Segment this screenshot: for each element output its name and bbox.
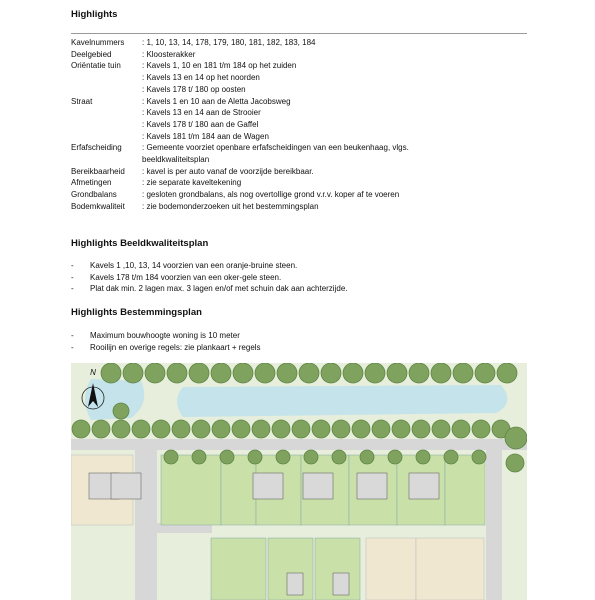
tree-icon: [431, 363, 451, 383]
tree-icon: [92, 420, 110, 438]
tree-icon: [505, 427, 527, 449]
row-value: : zie separate kaveltekening: [142, 178, 242, 188]
house-footprint: [303, 473, 333, 499]
table-row: [71, 166, 527, 178]
tree-icon: [416, 450, 430, 464]
row-value: beeldkwaliteitsplan: [142, 155, 210, 165]
row-label: Bodemkwaliteit: [71, 201, 125, 211]
lot-area: [445, 455, 485, 525]
lot-area: [211, 538, 266, 600]
table-row: [71, 154, 527, 166]
row-value: : zie bodemonderzoeken uit het bestemmingsplan: [142, 201, 319, 211]
house-footprint: [409, 473, 439, 499]
list-item-text: Maximum bouwhoogte woning is 10 meter: [90, 331, 240, 340]
tree-icon: [304, 450, 318, 464]
row-label: [71, 119, 142, 131]
main-road: [71, 439, 527, 450]
tree-icon: [164, 450, 178, 464]
tree-icon: [277, 363, 297, 383]
row-label: [71, 154, 142, 166]
tree-icon: [123, 363, 143, 383]
table-row: [71, 177, 527, 189]
road-branch-right: [486, 450, 502, 600]
tree-icon: [365, 363, 385, 383]
tree-icon: [387, 363, 407, 383]
tree-icon: [352, 420, 370, 438]
list-item-text: Rooilijn en overige regels: zie plankaart + regels: [90, 342, 261, 352]
row-label: Deelgebied: [71, 49, 112, 59]
highlights-table: [71, 37, 527, 213]
tree-icon: [497, 363, 517, 383]
row-label: [71, 72, 142, 84]
tree-icon: [472, 450, 486, 464]
row-label: Grondbalans: [71, 190, 117, 200]
tree-icon: [192, 450, 206, 464]
row-label: Kavelnummers: [71, 38, 125, 47]
tree-icon: [132, 420, 150, 438]
tree-icon: [392, 420, 410, 438]
bullet-dash: -: [71, 272, 74, 282]
table-row: [71, 131, 527, 143]
table-row: [71, 37, 527, 49]
tree-icon: [192, 420, 210, 438]
tree-icon: [299, 363, 319, 383]
tree-icon: [220, 450, 234, 464]
bullet-dash: -: [71, 284, 74, 294]
tree-icon: [252, 420, 270, 438]
row-label: [71, 84, 142, 96]
list-item: [71, 330, 261, 342]
house-footprint: [287, 573, 303, 595]
tree-icon: [145, 363, 165, 383]
row-value: : Kavels 1, 10 en 181 t/m 184 op het zuiden: [142, 61, 297, 71]
beeldkwaliteit-title: Highlights Beeldkwaliteitsplan: [71, 238, 209, 249]
site-plan-drawing: [71, 363, 527, 600]
tree-icon: [321, 363, 341, 383]
house-footprint: [253, 473, 283, 499]
tree-icon: [453, 363, 473, 383]
bestemmingsplan-list: [71, 330, 261, 353]
tree-icon: [292, 420, 310, 438]
list-item: [71, 272, 347, 284]
row-label: Straat: [71, 96, 93, 106]
row-value: : kavel is per auto vanaf de voorzijde bereikbaar.: [142, 166, 314, 176]
tree-icon: [232, 420, 250, 438]
tree-icon: [233, 363, 253, 383]
tree-icon: [212, 420, 230, 438]
table-row: [71, 49, 527, 61]
tree-icon: [409, 363, 429, 383]
row-label: [71, 131, 142, 143]
tree-icon: [343, 363, 363, 383]
tree-icon: [432, 420, 450, 438]
tree-icon: [444, 450, 458, 464]
row-label: [71, 107, 142, 119]
table-row: [71, 142, 527, 154]
tree-icon: [255, 363, 275, 383]
lot-area: [161, 455, 221, 525]
highlights-title: Highlights: [71, 9, 118, 20]
row-value: : Kavels 13 en 14 aan de Strooier: [142, 108, 261, 118]
road-branch-left: [135, 450, 157, 600]
site-plan-map: [71, 363, 527, 600]
bullet-dash: -: [71, 342, 74, 352]
row-label: Erfafscheiding: [71, 143, 122, 153]
tree-icon: [167, 363, 187, 383]
pond-right: [177, 385, 507, 417]
bullet-dash: -: [71, 331, 74, 340]
row-value: : Gemeente voorziet openbare erfafscheidingen van een beukenhaag, vlgs.: [142, 143, 409, 153]
table-row: [71, 119, 527, 131]
tree-icon: [472, 420, 490, 438]
tree-icon: [475, 363, 495, 383]
north-label: N: [90, 368, 96, 377]
tree-icon: [412, 420, 430, 438]
row-value: : Kavels 178 t/ 180 op oosten: [142, 84, 246, 94]
table-row: [71, 107, 527, 119]
row-value: : Kavels 13 en 14 op het noorden: [142, 73, 260, 83]
table-row: [71, 96, 527, 108]
list-item: [71, 283, 347, 295]
table-row: [71, 84, 527, 96]
tree-icon: [152, 420, 170, 438]
table-row: [71, 201, 527, 213]
tree-icon: [101, 363, 121, 383]
tree-icon: [332, 450, 346, 464]
table-row: [71, 72, 527, 84]
tree-icon: [189, 363, 209, 383]
tree-icon: [272, 420, 290, 438]
tree-icon: [312, 420, 330, 438]
table-row: [71, 189, 527, 201]
tree-icon: [248, 450, 262, 464]
row-value: : Kloosterakker: [142, 49, 196, 59]
bestemmingsplan-title: Highlights Bestemmingsplan: [71, 307, 202, 318]
lot-area: [221, 455, 256, 525]
house-footprint: [333, 573, 349, 595]
lot-area: [366, 538, 416, 600]
tree-icon: [72, 420, 90, 438]
row-label: Bereikbaarheid: [71, 166, 125, 176]
row-value: : gesloten grondbalans, als nog overtollige grond v.r.v. koper af te voeren: [142, 190, 400, 200]
list-item-text: Kavels 178 t/m 184 voorzien van een oker-gele steen.: [90, 272, 282, 282]
tree-icon: [113, 403, 129, 419]
beeldkwaliteit-list: [71, 260, 347, 295]
bullet-dash: -: [71, 261, 74, 270]
tree-icon: [452, 420, 470, 438]
lot-area: [416, 538, 484, 600]
tree-icon: [112, 420, 130, 438]
tree-icon: [360, 450, 374, 464]
row-value: : 1, 10, 13, 14, 178, 179, 180, 181, 182, 183, 184: [142, 38, 316, 47]
tree-icon: [276, 450, 290, 464]
row-label: Afmetingen: [71, 178, 112, 188]
house-footprint: [111, 473, 141, 499]
list-item-text: Plat dak min. 2 lagen max. 3 lagen en/of met schuin dak aan achterzijde.: [90, 284, 348, 294]
list-item: [71, 342, 261, 354]
tree-icon: [211, 363, 231, 383]
row-value: : Kavels 178 t/ 180 aan de Gaffel: [142, 119, 259, 129]
table-row: [71, 60, 527, 72]
tree-icon: [332, 420, 350, 438]
list-item: [71, 260, 347, 272]
row-value: : Kavels 1 en 10 aan de Aletta Jacobsweg: [142, 96, 291, 106]
tree-icon: [506, 454, 524, 472]
house-footprint: [357, 473, 387, 499]
list-item-text: Kavels 1 ,10, 13, 14 voorzien van een oranje-bruine steen.: [90, 261, 298, 270]
tree-icon: [372, 420, 390, 438]
tree-icon: [388, 450, 402, 464]
tree-icon: [172, 420, 190, 438]
row-label: Oriëntatie tuin: [71, 61, 121, 71]
row-value: : Kavels 181 t/m 184 aan de Wagen: [142, 131, 269, 141]
highlights-divider: [71, 33, 527, 34]
